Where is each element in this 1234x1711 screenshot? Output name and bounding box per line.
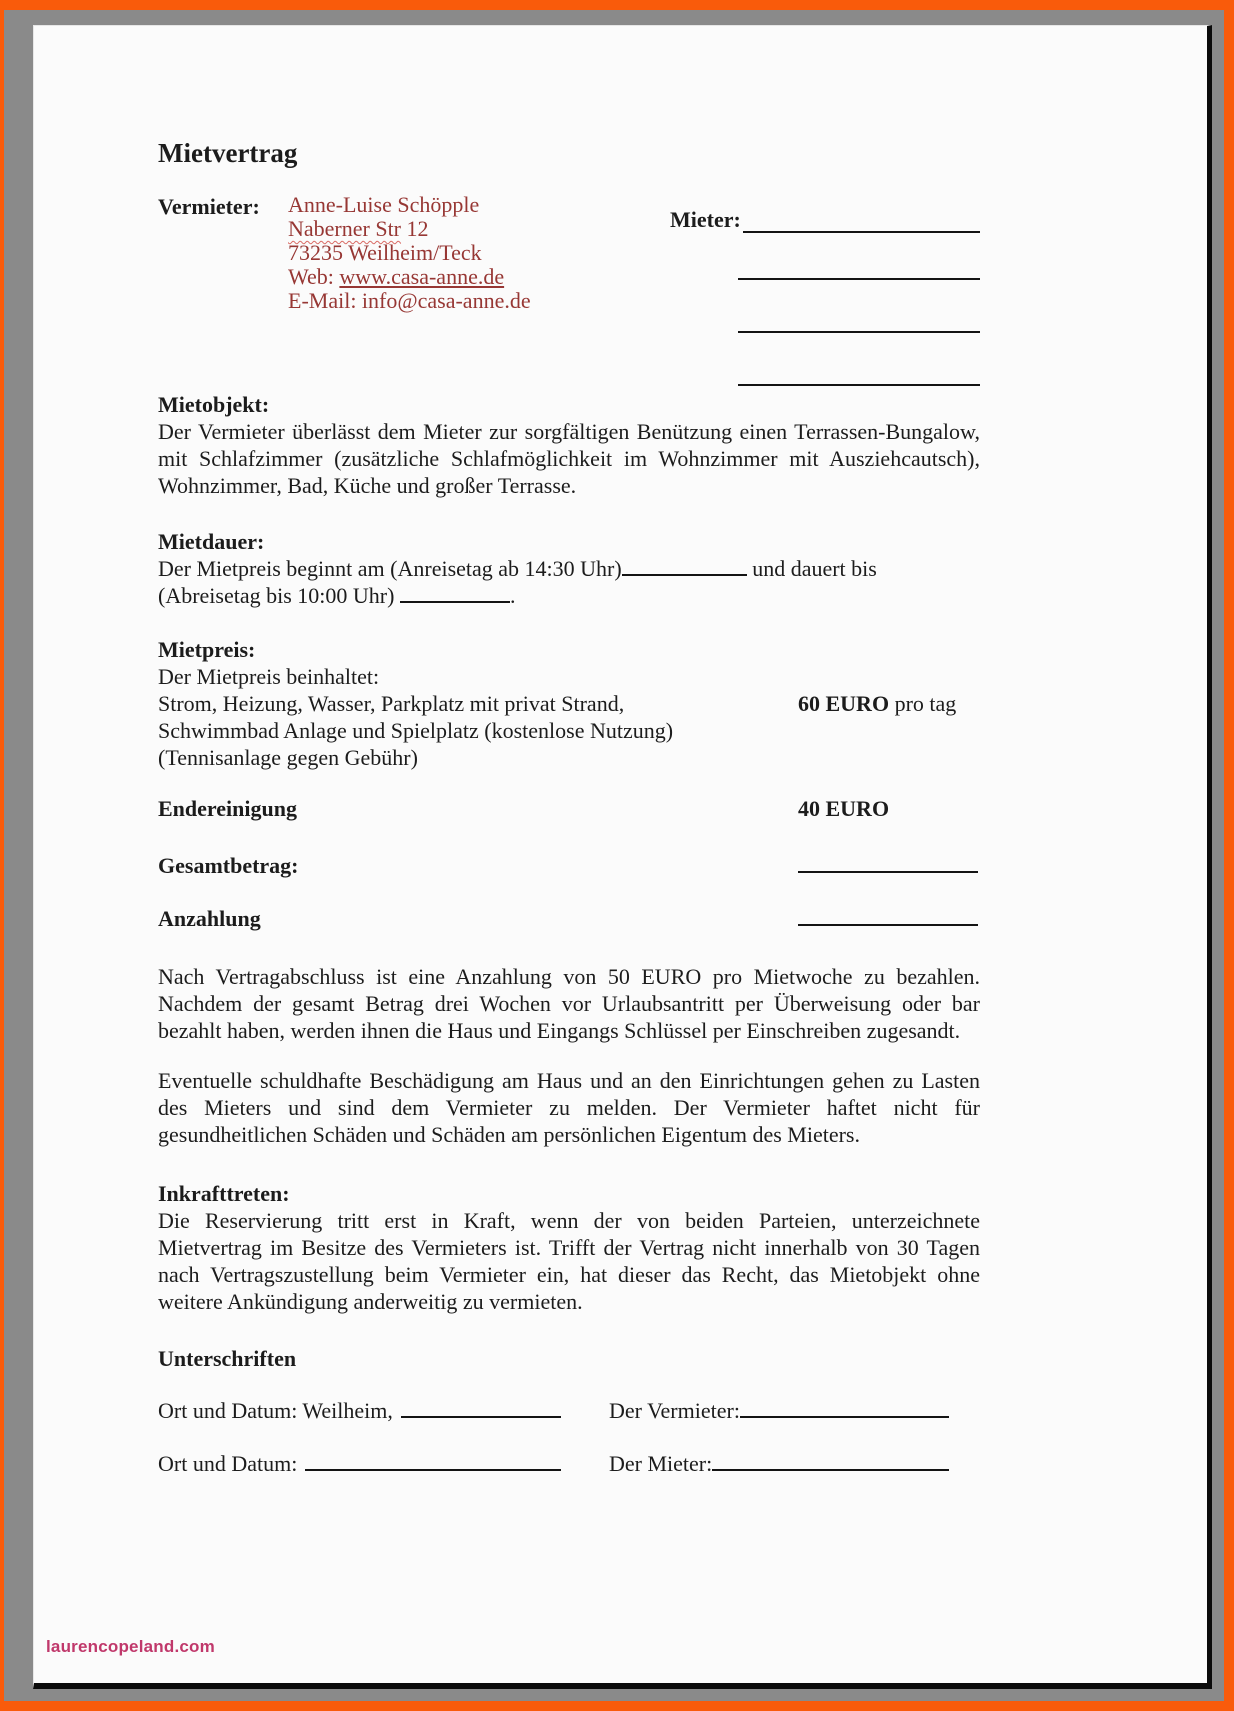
- mietdauer-line2-tail: .: [509, 583, 516, 608]
- blank-ort-datum-2: [305, 1453, 561, 1471]
- vermieter-address: [288, 193, 532, 323]
- mietpreis-intro: Der Mietpreis beinhaltet:: [158, 664, 380, 689]
- vermieter-email: E-Mail: info@casa-anne.de: [288, 288, 531, 313]
- inkrafttreten-body: Die Reservierung tritt erst in Kraft, wenn der von beiden Parteien, unterzeichnete Mietvertrag im Besitze des Vermieters ist. Trifft der Vertrag nicht innerhalb von 30 Tagen nach Vertragszustellung beim Vermieter ein, hat dieser das Recht, das Mietobjekt ohne weitere Ankündigung anderweitig zu vermieten.: [158, 1208, 980, 1314]
- section-inkrafttreten: [158, 1180, 980, 1315]
- anzahlung-label: Anzahlung: [158, 906, 261, 931]
- mietpreis-heading: Mietpreis:: [158, 637, 256, 662]
- blank-vermieter-signature: [740, 1400, 949, 1418]
- web-label: Web:: [288, 264, 340, 289]
- gray-mat: [4, 10, 1224, 1701]
- ort-datum-vermieter: [158, 1397, 609, 1424]
- mietpreis-item-2: Schwimmbad Anlage und Spielplatz (kostenlose Nutzung): [158, 718, 674, 743]
- signature-row-1: [158, 1397, 980, 1424]
- section-mietobjekt: [158, 391, 980, 499]
- haftung-paragraph: Eventuelle schuldhafte Beschädigung am Haus und an den Einrichtungen gehen zu Lasten des Mieters und sind dem Vermieter zu melden. Der Vermieter haftet nicht für gesundheitlichen Schäden und Schäden am persönlichen Eigentum des Mieters.: [158, 1068, 980, 1147]
- anzahlung-paragraph: Nach Vertragabschluss ist eine Anzahlung von 50 EURO pro Mietwoche zu bezahlen. Nachdem der gesamt Betrag drei Wochen vor Urlaubsantritt per Überweisung oder bar bezahlt haben, werden ihnen die Haus und Eingangs Schlüssel per Einschreiben zugesandt.: [158, 964, 980, 1043]
- blank-line: [738, 370, 980, 386]
- page-title: Mietvertrag: [158, 138, 298, 168]
- blank-line: [738, 317, 980, 333]
- blank-anzahlung: [798, 908, 978, 926]
- vermieter-street-misspelled: Naberner Str: [288, 216, 402, 241]
- vermieter-label: Vermieter:: [158, 194, 260, 219]
- blank-line: [743, 215, 980, 233]
- mietdauer-line1-tail: und dauert bis: [746, 556, 877, 581]
- gesamtbetrag-row: [158, 852, 980, 879]
- blank-mieter-signature: [712, 1453, 949, 1471]
- website-link[interactable]: www.casa-anne.de: [339, 264, 505, 289]
- vermieter-web-line: [288, 265, 532, 289]
- blank-line: [738, 264, 980, 280]
- document-page: [33, 25, 1212, 1689]
- mietpreis-item-row: [158, 690, 980, 717]
- vermieter-street-number: 12: [401, 216, 429, 241]
- endereinigung-price: 40 EURO: [798, 796, 890, 821]
- endereinigung-label: Endereinigung: [158, 796, 297, 821]
- unterschriften-heading: Unterschriften: [158, 1346, 297, 1371]
- der-vermieter-label: Der Vermieter:: [609, 1398, 740, 1423]
- blank-ort-datum-1: [401, 1400, 561, 1418]
- mietpreis-item-1: Strom, Heizung, Wasser, Parkplatz mit privat Strand,: [158, 691, 625, 716]
- price-per-day: [798, 690, 980, 717]
- mieter-line-3: [670, 312, 980, 339]
- mieter-line-4: [670, 365, 980, 392]
- ort-datum-mieter: [158, 1450, 609, 1477]
- gesamtbetrag-label: Gesamtbetrag:: [158, 853, 299, 878]
- vermieter-street: [288, 217, 532, 241]
- inkrafttreten-heading: Inkrafttreten:: [158, 1181, 290, 1206]
- vermieter-city: 73235 Weilheim/Teck: [288, 240, 482, 265]
- blank-gesamtbetrag: [798, 855, 978, 873]
- mietdauer-line2-text: (Abreisetag bis 10:00 Uhr): [158, 583, 400, 608]
- mieter-block: [670, 193, 980, 323]
- mietdauer-line-1: [158, 555, 980, 582]
- mietobjekt-heading: Mietobjekt:: [158, 392, 270, 417]
- parties-block: [158, 193, 980, 323]
- document-content: [158, 26, 980, 1477]
- price-unit: pro tag: [889, 691, 957, 716]
- anzahlung-row: [158, 905, 980, 932]
- blank-abreisetag: [400, 585, 510, 603]
- mietdauer-heading: Mietdauer:: [158, 529, 265, 554]
- ort-datum-label-2: Ort und Datum:: [158, 1451, 298, 1476]
- section-mietdauer: [158, 528, 980, 609]
- mieter-signature: [609, 1450, 949, 1477]
- ort-datum-label-1: Ort und Datum: Weilheim,: [158, 1398, 393, 1423]
- signature-row-2: [158, 1450, 980, 1477]
- mietpreis-item-3: (Tennisanlage gegen Gebühr): [158, 745, 418, 770]
- mieter-label: Mieter:: [670, 207, 741, 232]
- vermieter-name: Anne-Luise Schöpple: [288, 192, 480, 217]
- vermieter-signature: [609, 1397, 949, 1424]
- mieter-line-2: [670, 259, 980, 286]
- der-mieter-label: Der Mieter:: [609, 1451, 713, 1476]
- mietdauer-line1-text: Der Mietpreis beginnt am (Anreisetag ab 14:30 Uhr): [158, 556, 622, 581]
- mietobjekt-body: Der Vermieter überlässt dem Mieter zur sorgfältigen Benützung einen Terrassen-Bungalow, mit Schlafzimmer (zusätzliche Schlafmöglichkeit im Wohnzimmer mit Ausziehcautsch), Wohnzimmer, Bad, Küche und großer Terrasse.: [158, 419, 980, 498]
- mieter-line-1: [670, 193, 980, 233]
- price-amount: 60 EURO: [798, 691, 890, 716]
- blank-anreisetag: [622, 558, 747, 576]
- section-mietpreis: [158, 636, 980, 932]
- mietdauer-line-2: [158, 582, 980, 609]
- watermark: laurencopeland.com: [46, 1637, 215, 1656]
- endereinigung-row: [158, 795, 980, 822]
